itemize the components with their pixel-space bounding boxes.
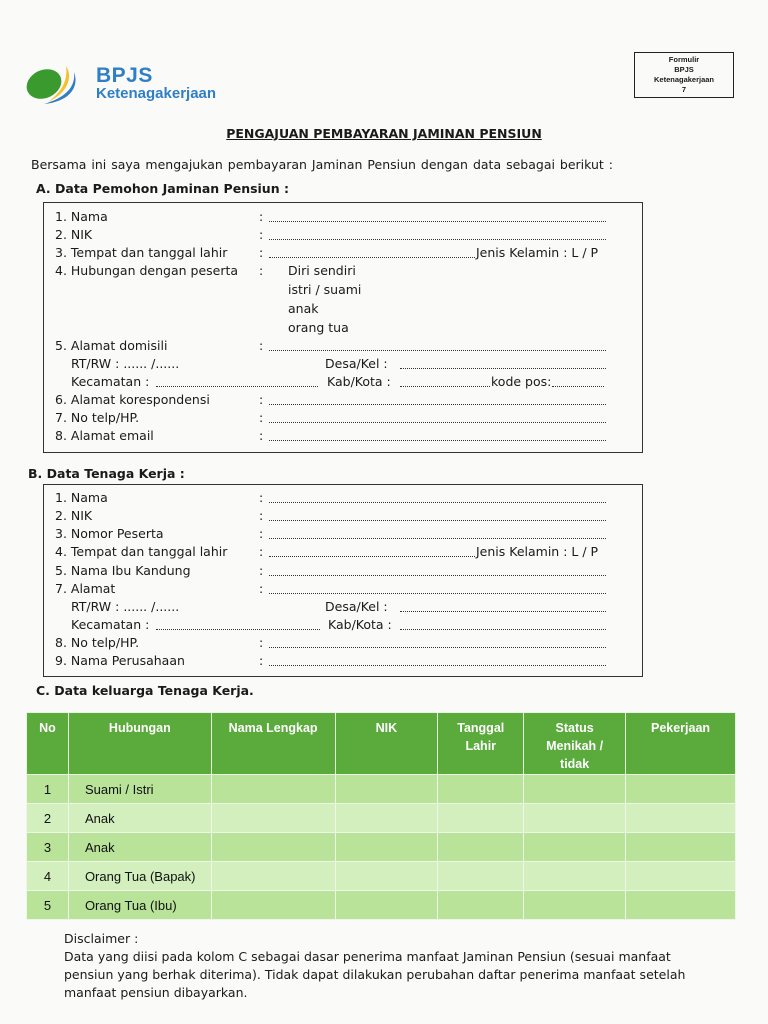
cell-nama[interactable] [211, 891, 335, 920]
form-org: BPJS [674, 65, 694, 74]
a-kodepos-label: kode pos: [491, 374, 552, 389]
a-korespondensi-label: 6. Alamat korespondensi [55, 392, 210, 407]
b-kecamatan-field[interactable] [156, 629, 320, 630]
a-telp-field[interactable] [269, 422, 606, 423]
a-option-anak[interactable]: anak [288, 301, 319, 316]
cell-nik[interactable] [335, 775, 438, 804]
b-telp-field[interactable] [269, 647, 606, 648]
b-ibu-field[interactable] [269, 575, 606, 576]
cell-tanggal[interactable] [438, 891, 524, 920]
cell-pekerjaan[interactable] [626, 833, 736, 862]
row-hubungan: Anak [68, 804, 211, 833]
form-number-box [634, 52, 734, 98]
disclaimer-line-3: manfaat pensiun dibayarkan. [64, 985, 248, 1000]
a-kab-field[interactable] [400, 386, 490, 387]
row-hubungan: Orang Tua (Bapak) [68, 862, 211, 891]
b-rtrw[interactable]: RT/RW : ...... /...... [71, 599, 180, 614]
a-kodepos-field[interactable] [552, 386, 604, 387]
row-no: 3 [27, 833, 69, 862]
col-pekerjaan: Pekerjaan [626, 713, 736, 775]
col-status: Status Menikah / tidak [524, 713, 626, 775]
table-row [27, 833, 736, 862]
row-hubungan: Orang Tua (Ibu) [68, 891, 211, 920]
cell-pekerjaan[interactable] [626, 891, 736, 920]
b-alamat-label: 7. Alamat [55, 581, 116, 596]
cell-pekerjaan[interactable] [626, 775, 736, 804]
b-ibu-label: 5. Nama Ibu Kandung [55, 563, 191, 578]
row-no: 2 [27, 804, 69, 833]
a-desa-field[interactable] [400, 368, 606, 369]
b-kab-label: Kab/Kota : [328, 617, 392, 632]
a-kecamatan-field[interactable] [156, 386, 318, 387]
a-kab-label: Kab/Kota : [327, 374, 391, 389]
cell-status[interactable] [524, 775, 626, 804]
a-nik-field[interactable] [269, 239, 606, 240]
b-kecamatan-label: Kecamatan : [71, 617, 150, 632]
a-nama-field[interactable] [269, 221, 606, 222]
a-telp-label: 7. No telp/HP. [55, 410, 140, 425]
cell-pekerjaan[interactable] [626, 862, 736, 891]
disclaimer-line-2: pensiun yang berhak diterima). Tidak dapat dilakukan perubahan daftar penerima manfaat setelah [64, 967, 686, 982]
cell-nama[interactable] [211, 775, 335, 804]
a-gender[interactable]: Jenis Kelamin : L / P [476, 245, 599, 260]
b-desa-field[interactable] [400, 611, 606, 612]
cell-nik[interactable] [335, 804, 438, 833]
row-no: 1 [27, 775, 69, 804]
table-header-row [27, 713, 736, 775]
section-b-heading: B. Data Tenaga Kerja : [28, 466, 185, 481]
cell-nik[interactable] [335, 891, 438, 920]
row-hubungan: Suami / Istri [68, 775, 211, 804]
row-no: 5 [27, 891, 69, 920]
section-a-heading: A. Data Pemohon Jaminan Pensiun : [36, 181, 289, 196]
a-email-label: 8. Alamat email [55, 428, 154, 443]
a-korespondensi-field[interactable] [269, 404, 606, 405]
row-hubungan: Anak [68, 833, 211, 862]
a-hubungan-label: 4. Hubungan dengan peserta [55, 263, 239, 278]
disclaimer-line-1: Data yang diisi pada kolom C sebagai dasar penerima manfaat Jaminan Pensiun (sesuai manfaat [64, 949, 671, 964]
table-row [27, 862, 736, 891]
section-a-panel: 1. Nama : 2. NIK : 3. Tempat dan tanggal lahir : Jenis Kelamin : L / P 4. Hubungan dengan peserta : Diri sendiri istri / suami anak orang tua 5. Alamat domisili : RT/RW : ...... /...... Desa/Kel : Kecamatan : Kab/Kota : kode pos: 6. Alamat korespondensi : 7. No telp/HP. : 8. Alamat email : [43, 202, 643, 453]
cell-tanggal[interactable] [438, 775, 524, 804]
a-ttl-field[interactable] [269, 257, 475, 258]
col-no: No [27, 713, 69, 775]
form-label: Formulir [668, 55, 700, 64]
logo-name: BPJS [96, 64, 153, 87]
cell-nama[interactable] [211, 804, 335, 833]
bpjs-logo-icon [22, 60, 92, 110]
b-nomor-field[interactable] [269, 538, 606, 539]
form-number: 7 [681, 85, 687, 94]
table-row [27, 804, 736, 833]
row-no: 4 [27, 862, 69, 891]
a-rtrw[interactable]: RT/RW : ...... /...... [71, 356, 180, 371]
cell-nik[interactable] [335, 833, 438, 862]
b-alamat-field[interactable] [269, 593, 606, 594]
disclaimer-label: Disclaimer : [64, 931, 139, 946]
b-ttl-field[interactable] [269, 556, 475, 557]
section-c-heading: C. Data keluarga Tenaga Kerja. [36, 683, 254, 698]
b-telp-label: 8. No telp/HP. [55, 635, 140, 650]
a-nama-label: 1. Nama [55, 209, 108, 224]
family-table [26, 712, 736, 920]
cell-tanggal[interactable] [438, 804, 524, 833]
cell-tanggal[interactable] [438, 862, 524, 891]
b-perusahaan-label: 9. Nama Perusahaan [55, 653, 185, 668]
cell-nama[interactable] [211, 862, 335, 891]
form-org-sub: Ketenagakerjaan [653, 75, 715, 84]
a-option-diri[interactable]: Diri sendiri [288, 263, 356, 278]
a-alamat-field[interactable] [269, 350, 606, 351]
a-nik-label: 2. NIK [55, 227, 93, 242]
cell-tanggal[interactable] [438, 833, 524, 862]
table-row [27, 891, 736, 920]
table-row [27, 775, 736, 804]
b-ttl-label: 4. Tempat dan tanggal lahir [55, 544, 228, 559]
cell-pekerjaan[interactable] [626, 804, 736, 833]
col-tanggal-lahir: Tanggal Lahir [438, 713, 524, 775]
b-kab-field[interactable] [400, 629, 606, 630]
col-nik: NIK [335, 713, 438, 775]
a-option-pasangan[interactable]: istri / suami [288, 282, 362, 297]
cell-nik[interactable] [335, 862, 438, 891]
a-kecamatan-label: Kecamatan : [71, 374, 150, 389]
b-nik-label: 2. NIK [55, 508, 93, 523]
a-ttl-label: 3. Tempat dan tanggal lahir [55, 245, 228, 260]
b-nik-field[interactable] [269, 520, 606, 521]
a-alamat-label: 5. Alamat domisili [55, 338, 168, 353]
b-nomor-label: 3. Nomor Peserta [55, 526, 164, 541]
logo-subtitle: Ketenagakerjaan [96, 85, 217, 102]
cell-nama[interactable] [211, 833, 335, 862]
b-desa-label: Desa/Kel : [325, 599, 388, 614]
cell-status[interactable] [524, 833, 626, 862]
a-option-ortu[interactable]: orang tua [288, 320, 349, 335]
a-email-field[interactable] [269, 440, 606, 441]
a-desa-label: Desa/Kel : [325, 356, 388, 371]
b-perusahaan-field[interactable] [269, 665, 606, 666]
col-nama: Nama Lengkap [211, 713, 335, 775]
b-nama-field[interactable] [269, 502, 606, 503]
cell-status[interactable] [524, 891, 626, 920]
page-title: PENGAJUAN PEMBAYARAN JAMINAN PENSIUN [226, 126, 542, 141]
b-nama-label: 1. Nama [55, 490, 108, 505]
section-b-panel: 1. Nama : 2. NIK : 3. Nomor Peserta : 4. Tempat dan tanggal lahir : Jenis Kelamin : L / P 5. Nama Ibu Kandung : 7. Alamat : RT/RW : ...... /...... Desa/Kel : Kecamatan : Kab/Kota : 8. No telp/HP. : 9. Nama Perusahaan : [43, 484, 643, 677]
cell-status[interactable] [524, 804, 626, 833]
col-hubungan: Hubungan [68, 713, 211, 775]
b-gender[interactable]: Jenis Kelamin : L / P [476, 544, 599, 559]
cell-status[interactable] [524, 862, 626, 891]
intro-text: Bersama ini saya mengajukan pembayaran Jaminan Pensiun dengan data sebagai berikut : [31, 157, 614, 172]
